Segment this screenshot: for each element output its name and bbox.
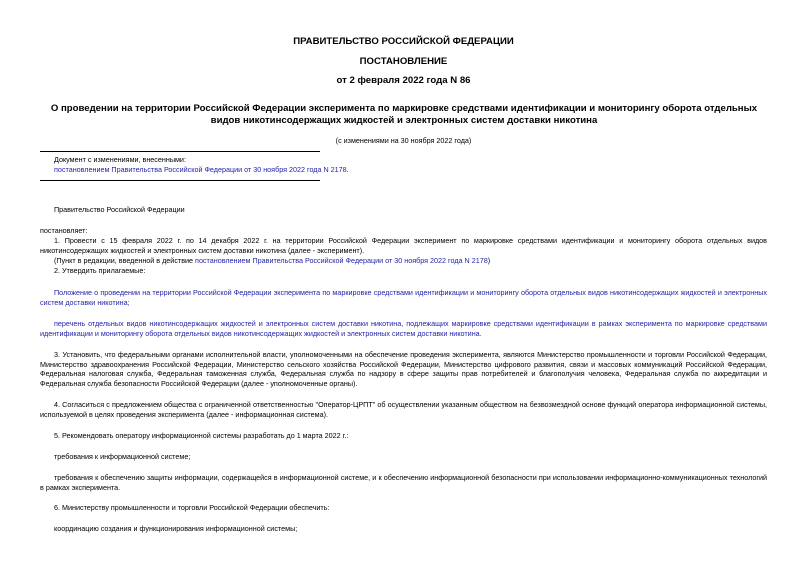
decrees-line: постановляет: [40,226,88,235]
amendment-link[interactable]: постановлением Правительства Российской Федерации от 30 ноября 2022 года N 2178 [54,165,347,174]
paragraph-2-item-2-link[interactable]: перечень отдельных видов никотинсодержащих жидкостей и электронных систем доставки никотина, подлежащих маркировке средствами идентификации в рамках эксперимента по маркировке средствами идентификации и мониторингу оборота отдельных видов никотинсодержащих жидкостей и электронных систем доставки никотина. [40,319,767,338]
paragraph-4: 4. Согласиться с предложением общества с ограниченной ответственностью "Оператор-ЦРПТ" об осуществлении указанным обществом на безвозмездной основе функций оператора информационной системы, используемой в целях проведения эксперимента (далее - информационная система). [40,400,767,419]
paragraph-1-note [54,256,754,266]
document-title: О проведении на территории Российской Федерации эксперимента по маркировке средствами идентификации и мониторингу оборота отдельных видов никотинсодержащих жидкостей и электронных систем доставки никотина [50,103,758,126]
changes-box-label: Документ с изменениями, внесенными: [54,155,186,164]
changes-box-line [54,165,349,175]
changes-box-top-rule [40,151,320,152]
paragraph-5: 5. Рекомендовать оператору информационной системы разработать до 1 марта 2022 г.: [54,431,349,440]
changes-box-bottom-rule [40,180,320,181]
paragraph-6-item-1: координацию создания и функционирования информационной системы; [54,524,298,533]
edition-note: (с изменениями на 30 ноября 2022 года) [335,136,472,145]
document-type-heading: ПОСТАНОВЛЕНИЕ [359,56,448,67]
paragraph-1: 1. Провести с 15 февраля 2022 г. по 14 декабря 2022 г. на территории Российской Федерации эксперимент по маркировке средствами идентификации и мониторингу оборота отдельных видов никотинсодержащих жидкостей и электронных систем доставки никотина (далее - эксперимент). [40,236,767,255]
paragraph-1-note-link[interactable]: постановлением Правительства Российской Федерации от 30 ноября 2022 года N 2178 [195,256,488,265]
paragraph-5-item-1: требования к информационной системе; [54,452,191,461]
issuer-line: Правительство Российской Федерации [54,205,185,214]
paragraph-1-note-prefix: (Пункт в редакции, введенной в действие [54,256,196,265]
paragraph-2: 2. Утвердить прилагаемые: [54,266,146,275]
changes-box-suffix: . [346,165,349,174]
paragraph-3: 3. Установить, что федеральными органами исполнительной власти, уполномоченными на обеспечение проведения эксперимента, являются Министерство промышленности и торговли Российской Федерации, Министерство здравоохранения Российской Федерации, Министерство сельского хозяйства Российской Федерации, Министерство цифрового развития, связи и массовых коммуникаций Российской Федерации, Федеральная налоговая служба, Федеральная таможенная служба, Федеральная служба по надзору в сфере защиты прав потребителей и благополучия человека, Федеральная служба по аккредитации и Федеральная служба безопасности Российской Федерации (далее - уполномоченные органы). [40,350,767,388]
government-heading: ПРАВИТЕЛЬСТВО РОССИЙСКОЙ ФЕДЕРАЦИИ [293,36,514,47]
paragraph-1-note-suffix: ) [487,256,491,265]
paragraph-6: 6. Министерству промышленности и торговли Российской Федерации обеспечить: [54,503,330,512]
paragraph-2-item-1-link[interactable]: Положение о проведении на территории Российской Федерации эксперимента по маркировке средствами идентификации и мониторингу оборота отдельных видов никотинсодержащих жидкостей и электронных систем доставки никотина; [40,288,767,307]
paragraph-5-item-2: требования к обеспечению защиты информации, содержащейся в информационной системе, и к обеспечению информационной безопасности при использовании информационно-коммуникационных технологий в рамках эксперимента. [40,473,767,492]
document-date-number: от 2 февраля 2022 года N 86 [336,75,471,86]
